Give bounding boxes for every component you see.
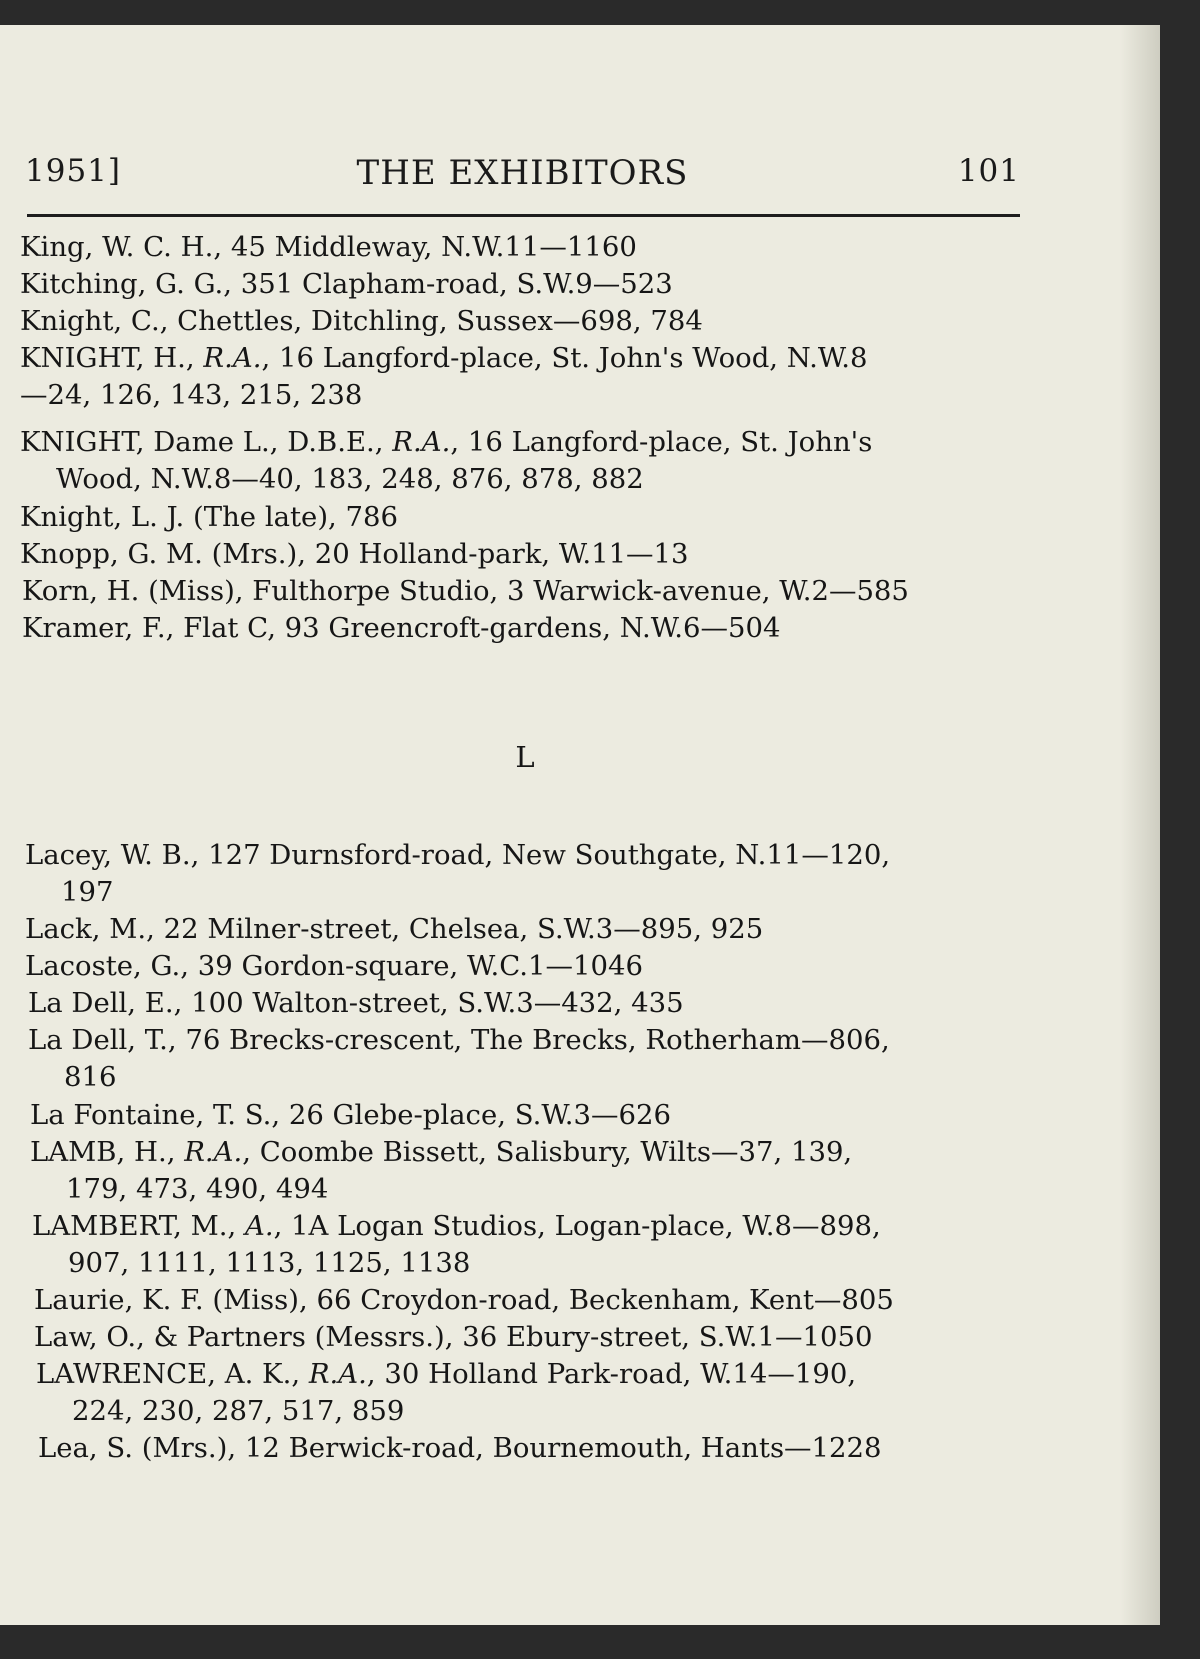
entry-text: Lea, S. (Mrs.), 12 Berwick-road, Bournemouth, Hants—1228 [38, 1432, 882, 1464]
entry-name: KNIGHT, Dame L., D.B.E., [20, 426, 393, 458]
entry-k-4-cont [20, 461, 644, 498]
entry-l-7-cont [32, 1245, 470, 1282]
entry-l-11 [38, 1430, 882, 1467]
entry-title: R.A. [308, 1358, 367, 1390]
entry-k-7 [22, 573, 909, 610]
entry-text: Knight, L. J. (The late), 786 [20, 501, 399, 533]
entry-l-7 [32, 1208, 881, 1245]
entry-continuation: —24, 126, 143, 215, 238 [20, 379, 363, 411]
entry-title: R.A. [184, 1136, 243, 1168]
entry-text: Lacey, W. B., 127 Durnsford-road, New Southgate, N.11—120, [25, 839, 891, 871]
entry-text: Lack, M., 22 Milner-street, Chelsea, S.W.3—895, 925 [25, 913, 764, 945]
page-number: 101 [957, 153, 1020, 189]
entry-l-2 [25, 948, 643, 985]
entry-l-9 [34, 1319, 873, 1356]
entry-text: La Fontaine, T. S., 26 Glebe-place, S.W.3—626 [30, 1099, 671, 1131]
entry-text: Kramer, F., Flat C, 93 Greencroft-gardens, N.W.6—504 [22, 612, 781, 644]
exhibitor-list [0, 25, 1160, 1625]
entry-l-6 [30, 1134, 852, 1171]
entry-k-1 [20, 266, 673, 303]
entry-name: LAMB, H., [30, 1136, 185, 1168]
entry-continuation: 197 [61, 876, 114, 908]
entry-name: LAMBERT, M., [32, 1210, 245, 1242]
entry-l-4 [28, 1022, 890, 1059]
entry-continuation: 816 [64, 1061, 117, 1093]
entry-l-10-cont [36, 1393, 404, 1430]
entry-text: , 1A Logan Studios, Logan-place, W.8—898, [273, 1210, 881, 1242]
entry-k-3 [20, 340, 868, 377]
entry-l-4-cont [28, 1059, 117, 1096]
entry-text: Law, O., & Partners (Messrs.), 36 Ebury-street, S.W.1—1050 [34, 1321, 873, 1353]
entry-l-0-cont [25, 874, 114, 911]
entry-name: KNIGHT, H., [20, 342, 204, 374]
entry-text: Knight, C., Chettles, Ditchling, Sussex—698, 784 [20, 305, 703, 337]
entry-k-2 [20, 303, 703, 340]
header-title: THE EXHIBITORS [356, 153, 689, 193]
entry-l-0 [25, 837, 890, 874]
entry-continuation: 907, 1111, 1113, 1125, 1138 [68, 1247, 471, 1279]
entry-k-4 [20, 424, 872, 461]
entry-text: Lacoste, G., 39 Gordon-square, W.C.1—1046 [25, 950, 644, 982]
entry-l-10 [36, 1356, 856, 1393]
entry-l-8 [34, 1282, 894, 1319]
entry-k-6 [20, 536, 689, 573]
entry-text: La Dell, E., 100 Walton-street, S.W.3—432, 435 [28, 987, 684, 1019]
entry-k-0 [20, 229, 637, 266]
entry-continuation: 224, 230, 287, 517, 859 [72, 1395, 405, 1427]
entry-text: , Coombe Bissett, Salisbury, Wilts—37, 139, [242, 1136, 853, 1168]
section-letter: L [515, 740, 535, 774]
entry-text: King, W. C. H., 45 Middleway, N.W.11—1160 [20, 231, 637, 263]
entry-k-3-cont [20, 377, 362, 414]
entry-l-1 [25, 911, 763, 948]
entry-l-6-cont [30, 1171, 328, 1208]
entry-title: A. [244, 1210, 274, 1242]
entry-text: Korn, H. (Miss), Fulthorpe Studio, 3 Warwick-avenue, W.2—585 [22, 575, 909, 607]
entry-title: R.A. [203, 342, 262, 374]
entry-text: Knopp, G. M. (Mrs.), 20 Holland-park, W.11—13 [20, 538, 689, 570]
entry-continuation: 179, 473, 490, 494 [66, 1173, 329, 1205]
entry-text: La Dell, T., 76 Brecks-crescent, The Brecks, Rotherham—806, [28, 1024, 890, 1056]
entry-l-5 [30, 1097, 671, 1134]
header-year: 1951] [25, 153, 121, 189]
entry-l-3 [28, 985, 684, 1022]
entry-text: , 30 Holland Park-road, W.14—190, [366, 1358, 857, 1390]
entry-name: LAWRENCE, A. K., [36, 1358, 309, 1390]
entry-text: , 16 Langford-place, St. John's Wood, N.W.8 [261, 342, 868, 374]
entry-text: Laurie, K. F. (Miss), 66 Croydon-road, Beckenham, Kent—805 [34, 1284, 894, 1316]
entry-title: R.A. [392, 426, 451, 458]
entry-text: Kitching, G. G., 351 Clapham-road, S.W.9—523 [20, 268, 673, 300]
entry-continuation: Wood, N.W.8—40, 183, 248, 876, 878, 882 [56, 463, 644, 495]
book-page [0, 25, 1160, 1625]
entry-text: , 16 Langford-place, St. John's [450, 426, 873, 458]
entry-k-5 [20, 499, 398, 536]
entry-k-8 [22, 610, 780, 647]
